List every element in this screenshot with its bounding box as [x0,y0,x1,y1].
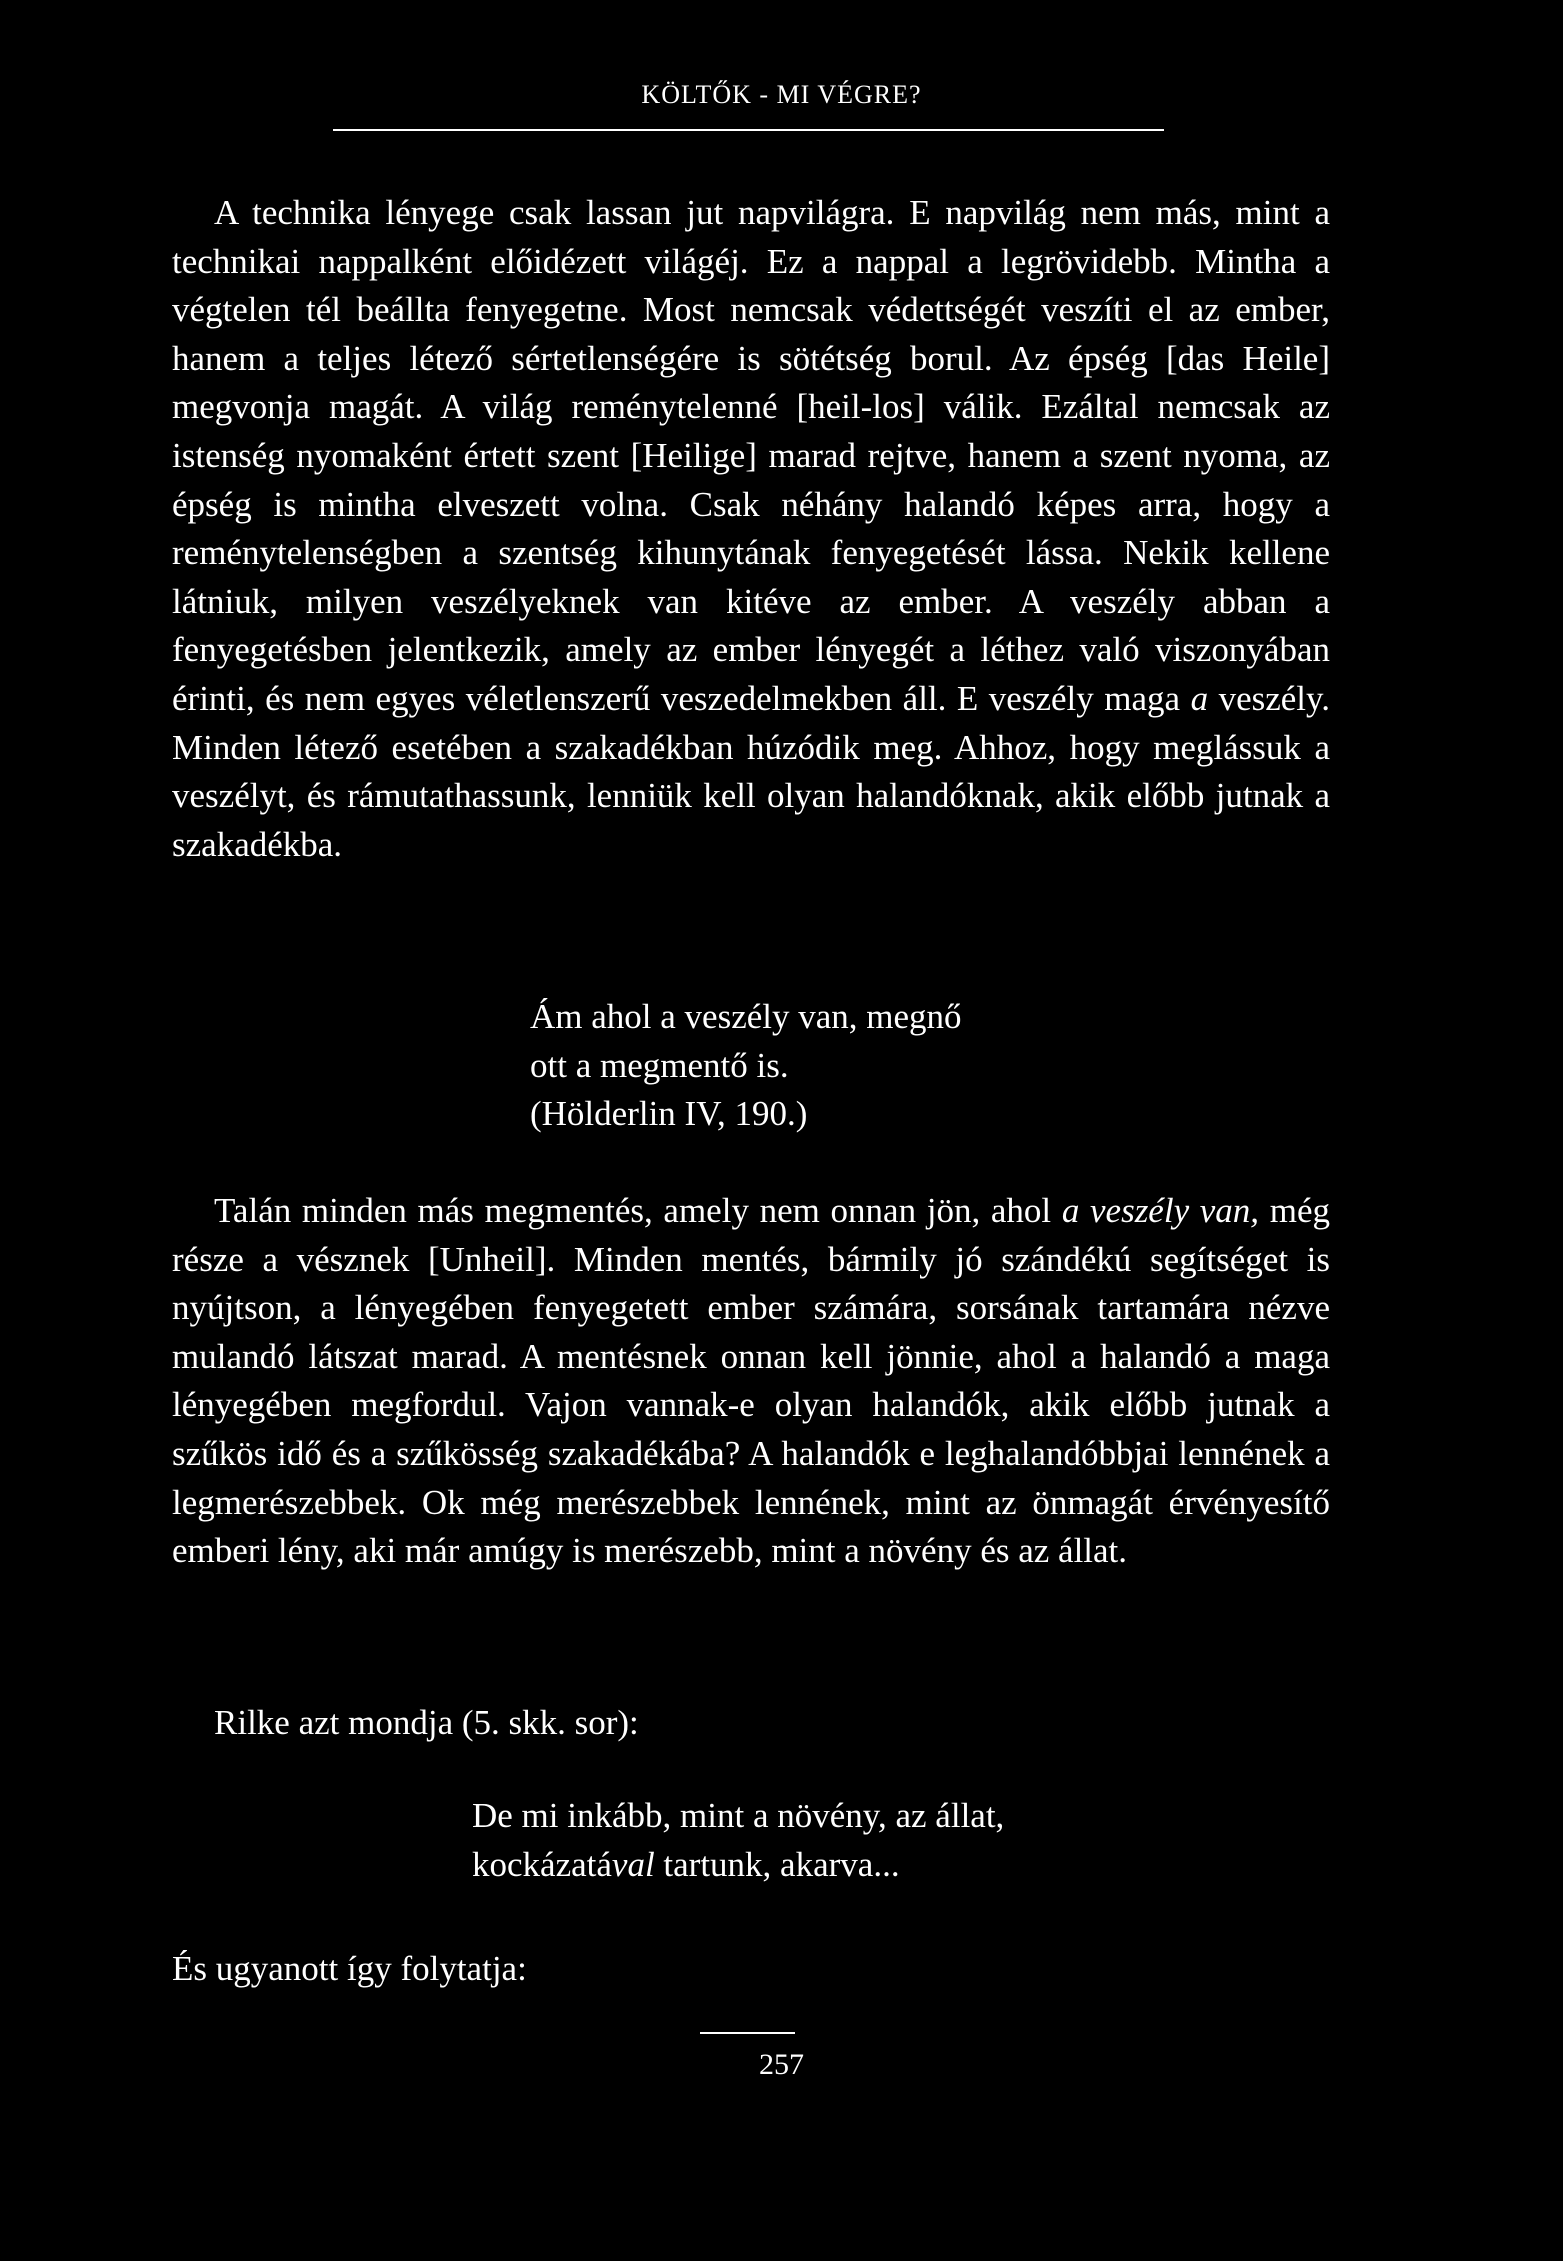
paragraph-2-text-cont: még része a vésznek [Unheil]. Minden mentés, bármily jó szándékú segítséget is nyújtson, a lényegében fenyegetett ember számára, sorsának tartamára nézve mulandó látszat marad. A mentésnek onnan kell jönnie, ahol a halandó a maga lényegében megfordul. Vajon vannak-e olyan halandók, akik előbb jutnak a szűkös idő és a szűkösség szakadékába? A halandók e leghalandóbbjai lennének a legmerészebbek. Ok még merészebbek lennének, mint az önmagát érvényesítő emberi lény, aki már amúgy is merészebb, mint a növény és az állat. [172,1191,1330,1571]
paragraph-2-text: Talán minden más megmentés, amely nem onnan jön, ahol [214,1191,1052,1230]
rilke-quote-line-2 [472,1841,1004,1890]
hoelderlin-quote [530,993,962,1139]
quote-citation: (Hölderlin IV, 190.) [530,1094,808,1134]
footer-rule [700,2032,795,2034]
quote-line-1: Ám ahol a veszély van, megnő [530,997,962,1036]
continuation-line: És ugyanott így folytatja: [172,1949,527,1988]
header-rule [333,129,1164,131]
running-title: KÖLTŐK - MI VÉGRE? [641,80,922,109]
rilke-intro: Rilke azt mondja (5. skk. sor): [214,1703,639,1742]
paragraph-2-italic: a veszély van, [1061,1191,1260,1230]
rilke-line-2-post: tartunk, akarva... [663,1844,900,1884]
quote-line-2: ott a megmentő is. [530,1045,789,1085]
paragraph-2 [172,1187,1330,1576]
paragraph-1-text: A technika lényege csak lassan jut napvilágra. E napvilág nem más, mint a technikai nappalként előidézett világéj. Ez a nappal a legrövidebb. Mintha a végtelen tél beállta fenyegetne. Most nemcsak védettségét veszíti el az ember, hanem a teljes létező sértetlenségére is sötétség borul. Az épség [das Heile] megvonja magát. A világ reménytelenné [heil-los] válik. Ezáltal nemcsak az istenség nyomaként értett szent [Heilige] marad rejtve, hanem a szent nyoma, az épség is mintha elveszett volna. Csak néhány halandó képes arra, hogy a reménytelenségben a szentség kihunytának fenyegetését lássa. Nekik kellene látniuk, milyen veszélyeknek van kitéve az ember. A veszély abban a fenyegetésben jelentkezik, amely az ember lényegét a léthez való viszonyában érinti, és nem egyes véletlenszerű veszedelmekben áll. E veszély maga [172,193,1330,718]
paragraph-1-italic: a [1190,678,1209,718]
rilke-line-2-italic: val [611,1844,655,1884]
page-number: 257 [759,2048,804,2081]
rilke-quote [472,1792,1004,1889]
rilke-quote-line-1: De mi inkább, mint a növény, az állat, [472,1796,1005,1835]
paragraph-1 [172,189,1330,869]
paragraph-1-text-cont: veszély. Minden létező esetében a szakadékban húzódik meg. Ahhoz, hogy meglássuk a veszélyt, és rámutathassunk, lenniük kell olyan halandóknak, akik előbb jutnak a szakadékba. [172,678,1331,864]
rilke-line-2-pre: kockázatá [472,1844,612,1884]
